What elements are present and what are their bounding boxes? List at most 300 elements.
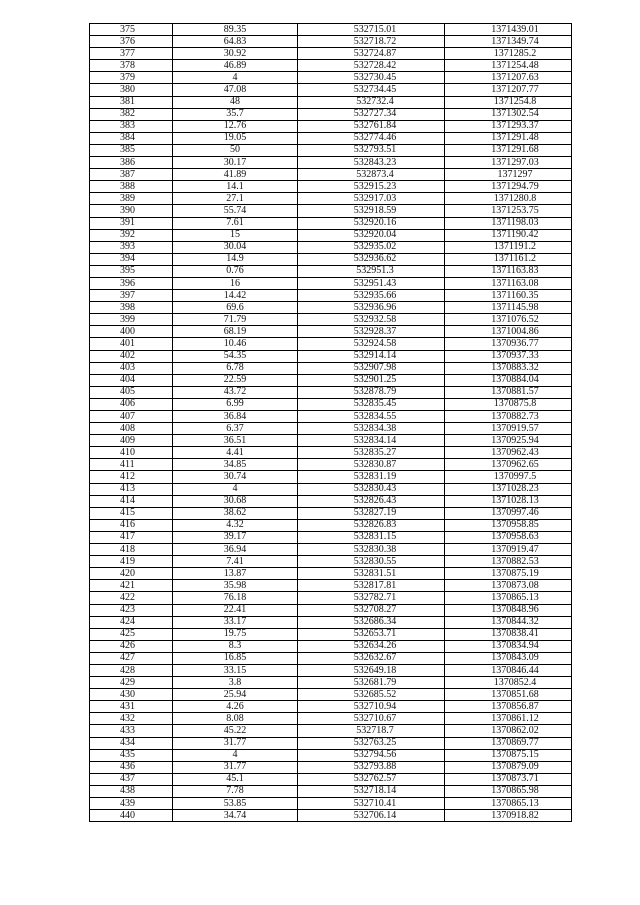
table-row — [90, 773, 572, 785]
distance-cell: 46.89 — [173, 60, 298, 72]
table-row — [90, 798, 572, 810]
distance-cell: 33.17 — [173, 616, 298, 628]
x-coordinate-cell: 532761.84 — [298, 120, 445, 132]
distance-cell: 50 — [173, 144, 298, 156]
x-coordinate-cell: 532817.81 — [298, 580, 445, 592]
distance-cell: 22.59 — [173, 374, 298, 386]
x-coordinate-cell: 532920.04 — [298, 229, 445, 241]
distance-cell: 69.6 — [173, 302, 298, 314]
y-coordinate-cell: 1370848.96 — [445, 604, 572, 616]
x-coordinate-cell: 532732.4 — [298, 96, 445, 108]
x-coordinate-cell: 532718.14 — [298, 785, 445, 797]
table-row — [90, 120, 572, 132]
point-number-cell: 411 — [90, 459, 173, 471]
x-coordinate-cell: 532653.71 — [298, 628, 445, 640]
x-coordinate-cell: 532907.98 — [298, 362, 445, 374]
table-row — [90, 338, 572, 350]
y-coordinate-cell: 1370997.46 — [445, 507, 572, 519]
x-coordinate-cell: 532734.45 — [298, 84, 445, 96]
y-coordinate-cell: 1370861.12 — [445, 713, 572, 725]
y-coordinate-cell: 1371004.86 — [445, 326, 572, 338]
point-number-cell: 420 — [90, 568, 173, 580]
distance-cell: 48 — [173, 96, 298, 108]
x-coordinate-cell: 532827.19 — [298, 507, 445, 519]
x-coordinate-cell: 532715.01 — [298, 24, 445, 36]
table-row — [90, 36, 572, 48]
point-number-cell: 408 — [90, 423, 173, 435]
distance-cell: 7.78 — [173, 785, 298, 797]
point-number-cell: 405 — [90, 386, 173, 398]
point-number-cell: 379 — [90, 72, 173, 84]
distance-cell: 89.35 — [173, 24, 298, 36]
x-coordinate-cell: 532835.27 — [298, 447, 445, 459]
table-row — [90, 544, 572, 556]
table-row — [90, 350, 572, 362]
distance-cell: 19.75 — [173, 628, 298, 640]
y-coordinate-cell: 1370846.44 — [445, 664, 572, 676]
x-coordinate-cell: 532727.34 — [298, 108, 445, 120]
point-number-cell: 401 — [90, 338, 173, 350]
point-number-cell: 431 — [90, 701, 173, 713]
y-coordinate-cell: 1371163.08 — [445, 277, 572, 289]
y-coordinate-cell: 1371161.2 — [445, 253, 572, 265]
y-coordinate-cell: 1370865.13 — [445, 798, 572, 810]
x-coordinate-cell: 532843.23 — [298, 157, 445, 169]
table-row — [90, 205, 572, 217]
coordinate-table-page — [89, 23, 571, 822]
table-row — [90, 362, 572, 374]
x-coordinate-cell: 532878.79 — [298, 386, 445, 398]
x-coordinate-cell: 532914.14 — [298, 350, 445, 362]
table-row — [90, 423, 572, 435]
table-row — [90, 664, 572, 676]
y-coordinate-cell: 1370865.98 — [445, 785, 572, 797]
y-coordinate-cell: 1371254.48 — [445, 60, 572, 72]
y-coordinate-cell: 1370883.32 — [445, 362, 572, 374]
x-coordinate-cell: 532917.03 — [298, 193, 445, 205]
point-number-cell: 423 — [90, 604, 173, 616]
y-coordinate-cell: 1371285.2 — [445, 48, 572, 60]
y-coordinate-cell: 1370919.57 — [445, 423, 572, 435]
point-number-cell: 416 — [90, 519, 173, 531]
x-coordinate-cell: 532936.96 — [298, 302, 445, 314]
point-number-cell: 415 — [90, 507, 173, 519]
y-coordinate-cell: 1370875.19 — [445, 568, 572, 580]
x-coordinate-cell: 532920.16 — [298, 217, 445, 229]
x-coordinate-cell: 532706.14 — [298, 810, 445, 822]
distance-cell: 6.37 — [173, 423, 298, 435]
table-row — [90, 725, 572, 737]
distance-cell: 31.77 — [173, 737, 298, 749]
point-number-cell: 375 — [90, 24, 173, 36]
table-row — [90, 459, 572, 471]
point-number-cell: 394 — [90, 253, 173, 265]
y-coordinate-cell: 1370918.82 — [445, 810, 572, 822]
distance-cell: 16 — [173, 277, 298, 289]
point-number-cell: 395 — [90, 265, 173, 277]
distance-cell: 4.32 — [173, 519, 298, 531]
point-number-cell: 409 — [90, 435, 173, 447]
y-coordinate-cell: 1371254.8 — [445, 96, 572, 108]
point-number-cell: 397 — [90, 290, 173, 302]
table-row — [90, 398, 572, 410]
y-coordinate-cell: 1371297 — [445, 169, 572, 181]
table-row — [90, 48, 572, 60]
distance-cell: 22.41 — [173, 604, 298, 616]
x-coordinate-cell: 532830.87 — [298, 459, 445, 471]
table-row — [90, 411, 572, 423]
point-number-cell: 392 — [90, 229, 173, 241]
y-coordinate-cell: 1371291.48 — [445, 132, 572, 144]
distance-cell: 36.51 — [173, 435, 298, 447]
distance-cell: 15 — [173, 229, 298, 241]
y-coordinate-cell: 1371028.13 — [445, 495, 572, 507]
table-row — [90, 241, 572, 253]
distance-cell: 0.76 — [173, 265, 298, 277]
distance-cell: 76.18 — [173, 592, 298, 604]
point-number-cell: 376 — [90, 36, 173, 48]
y-coordinate-cell: 1371253.75 — [445, 205, 572, 217]
point-number-cell: 414 — [90, 495, 173, 507]
x-coordinate-cell: 532686.34 — [298, 616, 445, 628]
distance-cell: 38.62 — [173, 507, 298, 519]
point-number-cell: 439 — [90, 798, 173, 810]
x-coordinate-cell: 532763.25 — [298, 737, 445, 749]
distance-cell: 45.1 — [173, 773, 298, 785]
y-coordinate-cell: 1370838.41 — [445, 628, 572, 640]
point-number-cell: 413 — [90, 483, 173, 495]
table-row — [90, 713, 572, 725]
point-number-cell: 412 — [90, 471, 173, 483]
point-number-cell: 398 — [90, 302, 173, 314]
distance-cell: 4 — [173, 72, 298, 84]
distance-cell: 8.08 — [173, 713, 298, 725]
y-coordinate-cell: 1370882.53 — [445, 556, 572, 568]
x-coordinate-cell: 532924.58 — [298, 338, 445, 350]
x-coordinate-cell: 532831.51 — [298, 568, 445, 580]
coordinate-table-body — [90, 24, 572, 822]
point-number-cell: 436 — [90, 761, 173, 773]
distance-cell: 35.7 — [173, 108, 298, 120]
table-row — [90, 749, 572, 761]
x-coordinate-cell: 532710.94 — [298, 701, 445, 713]
table-row — [90, 737, 572, 749]
point-number-cell: 426 — [90, 640, 173, 652]
y-coordinate-cell: 1370865.13 — [445, 592, 572, 604]
table-row — [90, 60, 572, 72]
table-row — [90, 531, 572, 543]
table-row — [90, 326, 572, 338]
distance-cell: 30.92 — [173, 48, 298, 60]
table-row — [90, 157, 572, 169]
distance-cell: 54.35 — [173, 350, 298, 362]
table-row — [90, 580, 572, 592]
y-coordinate-cell: 1371302.54 — [445, 108, 572, 120]
table-row — [90, 471, 572, 483]
distance-cell: 34.85 — [173, 459, 298, 471]
table-row — [90, 592, 572, 604]
y-coordinate-cell: 1371349.74 — [445, 36, 572, 48]
y-coordinate-cell: 1371190.42 — [445, 229, 572, 241]
point-number-cell: 403 — [90, 362, 173, 374]
y-coordinate-cell: 1371280.8 — [445, 193, 572, 205]
x-coordinate-cell: 532834.55 — [298, 411, 445, 423]
distance-cell: 33.15 — [173, 664, 298, 676]
x-coordinate-cell: 532634.26 — [298, 640, 445, 652]
y-coordinate-cell: 1370862.02 — [445, 725, 572, 737]
x-coordinate-cell: 532762.57 — [298, 773, 445, 785]
point-number-cell: 427 — [90, 652, 173, 664]
point-number-cell: 425 — [90, 628, 173, 640]
y-coordinate-cell: 1370882.73 — [445, 411, 572, 423]
x-coordinate-cell: 532681.79 — [298, 677, 445, 689]
table-row — [90, 628, 572, 640]
point-number-cell: 377 — [90, 48, 173, 60]
y-coordinate-cell: 1370962.65 — [445, 459, 572, 471]
point-number-cell: 406 — [90, 398, 173, 410]
y-coordinate-cell: 1370881.57 — [445, 386, 572, 398]
y-coordinate-cell: 1370856.87 — [445, 701, 572, 713]
y-coordinate-cell: 1370875.8 — [445, 398, 572, 410]
point-number-cell: 435 — [90, 749, 173, 761]
y-coordinate-cell: 1371439.01 — [445, 24, 572, 36]
distance-cell: 31.77 — [173, 761, 298, 773]
point-number-cell: 417 — [90, 531, 173, 543]
distance-cell: 30.68 — [173, 495, 298, 507]
y-coordinate-cell: 1370936.77 — [445, 338, 572, 350]
x-coordinate-cell: 532915.23 — [298, 181, 445, 193]
y-coordinate-cell: 1371076.52 — [445, 314, 572, 326]
table-row — [90, 640, 572, 652]
distance-cell: 13.87 — [173, 568, 298, 580]
point-number-cell: 393 — [90, 241, 173, 253]
point-number-cell: 422 — [90, 592, 173, 604]
y-coordinate-cell: 1370925.94 — [445, 435, 572, 447]
table-row — [90, 290, 572, 302]
y-coordinate-cell: 1370844.32 — [445, 616, 572, 628]
table-row — [90, 689, 572, 701]
point-number-cell: 433 — [90, 725, 173, 737]
y-coordinate-cell: 1370958.85 — [445, 519, 572, 531]
x-coordinate-cell: 532835.45 — [298, 398, 445, 410]
table-row — [90, 277, 572, 289]
table-row — [90, 169, 572, 181]
table-row — [90, 265, 572, 277]
point-number-cell: 429 — [90, 677, 173, 689]
distance-cell: 19.05 — [173, 132, 298, 144]
x-coordinate-cell: 532936.62 — [298, 253, 445, 265]
x-coordinate-cell: 532718.7 — [298, 725, 445, 737]
x-coordinate-cell: 532831.19 — [298, 471, 445, 483]
distance-cell: 34.74 — [173, 810, 298, 822]
table-row — [90, 495, 572, 507]
point-number-cell: 387 — [90, 169, 173, 181]
point-number-cell: 396 — [90, 277, 173, 289]
x-coordinate-cell: 532793.88 — [298, 761, 445, 773]
distance-cell: 8.3 — [173, 640, 298, 652]
point-number-cell: 428 — [90, 664, 173, 676]
point-number-cell: 407 — [90, 411, 173, 423]
table-row — [90, 96, 572, 108]
table-row — [90, 701, 572, 713]
point-number-cell: 437 — [90, 773, 173, 785]
distance-cell: 36.94 — [173, 544, 298, 556]
x-coordinate-cell: 532710.67 — [298, 713, 445, 725]
distance-cell: 7.41 — [173, 556, 298, 568]
x-coordinate-cell: 532782.71 — [298, 592, 445, 604]
point-number-cell: 421 — [90, 580, 173, 592]
x-coordinate-cell: 532830.55 — [298, 556, 445, 568]
table-row — [90, 144, 572, 156]
table-row — [90, 181, 572, 193]
y-coordinate-cell: 1370875.15 — [445, 749, 572, 761]
y-coordinate-cell: 1370937.33 — [445, 350, 572, 362]
table-row — [90, 217, 572, 229]
distance-cell: 55.74 — [173, 205, 298, 217]
distance-cell: 3.8 — [173, 677, 298, 689]
x-coordinate-cell: 532834.14 — [298, 435, 445, 447]
table-row — [90, 519, 572, 531]
y-coordinate-cell: 1370873.71 — [445, 773, 572, 785]
distance-cell: 39.17 — [173, 531, 298, 543]
distance-cell: 14.9 — [173, 253, 298, 265]
point-number-cell: 404 — [90, 374, 173, 386]
point-number-cell: 384 — [90, 132, 173, 144]
distance-cell: 6.78 — [173, 362, 298, 374]
y-coordinate-cell: 1370852.4 — [445, 677, 572, 689]
x-coordinate-cell: 532918.59 — [298, 205, 445, 217]
table-row — [90, 785, 572, 797]
point-number-cell: 419 — [90, 556, 173, 568]
distance-cell: 27.1 — [173, 193, 298, 205]
point-number-cell: 410 — [90, 447, 173, 459]
x-coordinate-cell: 532935.02 — [298, 241, 445, 253]
distance-cell: 10.46 — [173, 338, 298, 350]
table-row — [90, 677, 572, 689]
distance-cell: 14.42 — [173, 290, 298, 302]
point-number-cell: 380 — [90, 84, 173, 96]
table-row — [90, 616, 572, 628]
point-number-cell: 438 — [90, 785, 173, 797]
table-row — [90, 253, 572, 265]
x-coordinate-cell: 532831.15 — [298, 531, 445, 543]
y-coordinate-cell: 1370873.08 — [445, 580, 572, 592]
y-coordinate-cell: 1371145.98 — [445, 302, 572, 314]
distance-cell: 14.1 — [173, 181, 298, 193]
y-coordinate-cell: 1370851.68 — [445, 689, 572, 701]
table-row — [90, 556, 572, 568]
point-number-cell: 391 — [90, 217, 173, 229]
distance-cell: 36.84 — [173, 411, 298, 423]
point-number-cell: 424 — [90, 616, 173, 628]
distance-cell: 4 — [173, 483, 298, 495]
distance-cell: 4.26 — [173, 701, 298, 713]
table-row — [90, 507, 572, 519]
point-number-cell: 386 — [90, 157, 173, 169]
table-row — [90, 24, 572, 36]
table-row — [90, 652, 572, 664]
distance-cell: 4 — [173, 749, 298, 761]
table-row — [90, 604, 572, 616]
point-number-cell: 432 — [90, 713, 173, 725]
point-number-cell: 382 — [90, 108, 173, 120]
distance-cell: 7.61 — [173, 217, 298, 229]
x-coordinate-cell: 532951.43 — [298, 277, 445, 289]
table-row — [90, 193, 572, 205]
y-coordinate-cell: 1371291.68 — [445, 144, 572, 156]
distance-cell: 45.22 — [173, 725, 298, 737]
distance-cell: 30.17 — [173, 157, 298, 169]
point-number-cell: 440 — [90, 810, 173, 822]
distance-cell: 30.04 — [173, 241, 298, 253]
y-coordinate-cell: 1370958.63 — [445, 531, 572, 543]
table-row — [90, 386, 572, 398]
table-row — [90, 314, 572, 326]
distance-cell: 4.41 — [173, 447, 298, 459]
x-coordinate-cell: 532685.52 — [298, 689, 445, 701]
table-row — [90, 374, 572, 386]
y-coordinate-cell: 1370879.09 — [445, 761, 572, 773]
distance-cell: 71.79 — [173, 314, 298, 326]
point-number-cell: 400 — [90, 326, 173, 338]
y-coordinate-cell: 1371198.03 — [445, 217, 572, 229]
table-row — [90, 435, 572, 447]
point-number-cell: 399 — [90, 314, 173, 326]
x-coordinate-cell: 532873.4 — [298, 169, 445, 181]
x-coordinate-cell: 532718.72 — [298, 36, 445, 48]
table-row — [90, 132, 572, 144]
y-coordinate-cell: 1370869.77 — [445, 737, 572, 749]
y-coordinate-cell: 1370834.94 — [445, 640, 572, 652]
table-row — [90, 810, 572, 822]
x-coordinate-cell: 532951.3 — [298, 265, 445, 277]
distance-cell: 47.08 — [173, 84, 298, 96]
point-number-cell: 383 — [90, 120, 173, 132]
x-coordinate-cell: 532724.87 — [298, 48, 445, 60]
table-row — [90, 761, 572, 773]
point-number-cell: 378 — [90, 60, 173, 72]
y-coordinate-cell: 1371191.2 — [445, 241, 572, 253]
x-coordinate-cell: 532728.42 — [298, 60, 445, 72]
distance-cell: 43.72 — [173, 386, 298, 398]
distance-cell: 30.74 — [173, 471, 298, 483]
table-row — [90, 108, 572, 120]
y-coordinate-cell: 1371293.37 — [445, 120, 572, 132]
y-coordinate-cell: 1370962.43 — [445, 447, 572, 459]
point-number-cell: 390 — [90, 205, 173, 217]
x-coordinate-cell: 532901.25 — [298, 374, 445, 386]
table-row — [90, 72, 572, 84]
x-coordinate-cell: 532774.46 — [298, 132, 445, 144]
distance-cell: 64.83 — [173, 36, 298, 48]
distance-cell: 25.94 — [173, 689, 298, 701]
point-number-cell: 402 — [90, 350, 173, 362]
distance-cell: 68.19 — [173, 326, 298, 338]
distance-cell: 16.85 — [173, 652, 298, 664]
x-coordinate-cell: 532708.27 — [298, 604, 445, 616]
distance-cell: 6.99 — [173, 398, 298, 410]
y-coordinate-cell: 1371163.83 — [445, 265, 572, 277]
distance-cell: 53.85 — [173, 798, 298, 810]
point-number-cell: 434 — [90, 737, 173, 749]
point-number-cell: 418 — [90, 544, 173, 556]
y-coordinate-cell: 1371294.79 — [445, 181, 572, 193]
point-number-cell: 388 — [90, 181, 173, 193]
coordinate-table — [89, 23, 572, 822]
x-coordinate-cell: 532834.38 — [298, 423, 445, 435]
distance-cell: 41.89 — [173, 169, 298, 181]
x-coordinate-cell: 532928.37 — [298, 326, 445, 338]
